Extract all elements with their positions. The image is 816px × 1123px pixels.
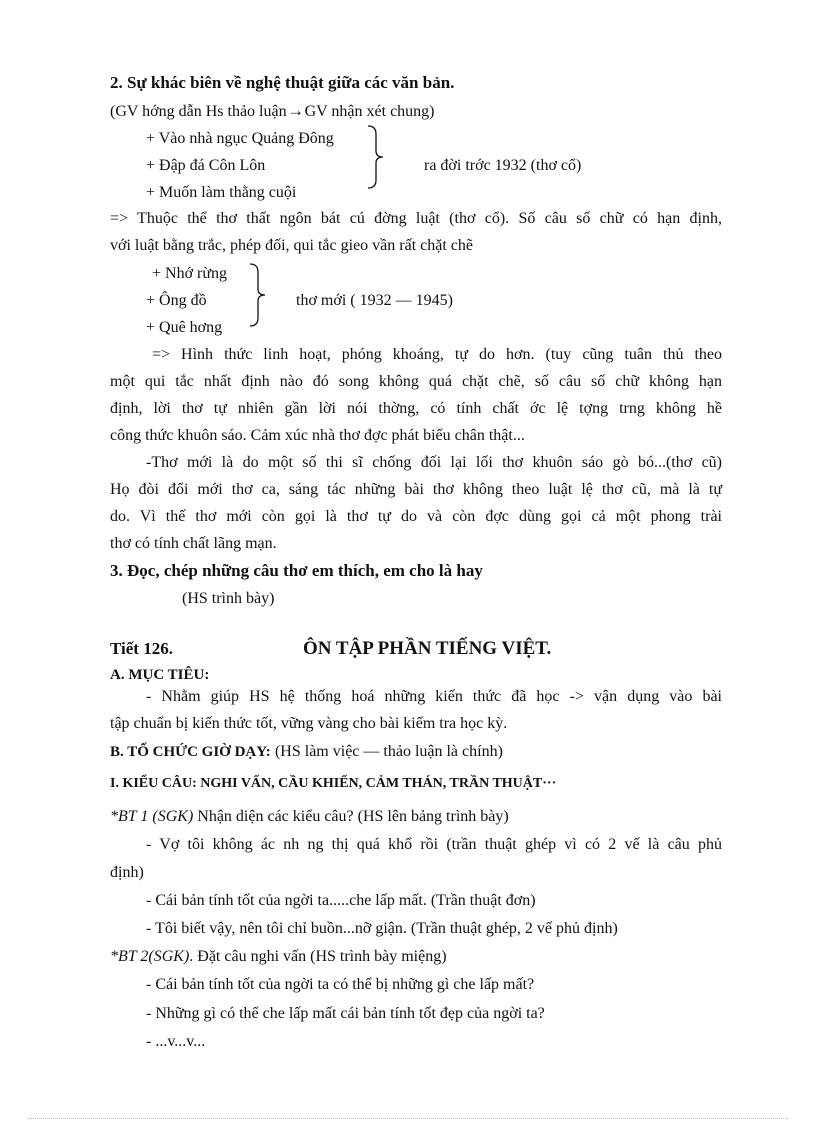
section-3-note: (HS trình bày) [182, 590, 275, 607]
group-2-label: thơ mới ( 1932 — 1945) [296, 292, 453, 309]
exercise-2-text: . Đặt câu nghi vấn (HS trình bày miệng) [189, 948, 447, 965]
list-item: - Cái bản tính tốt của ngời ta có thể bị những gì che lấp mất? [146, 976, 535, 993]
organization-heading: B. TỔ CHỨC GIỜ DẠY: [110, 744, 271, 760]
exercise-1-label: *BT 1 (SGK) [110, 808, 194, 825]
right-brace-icon [246, 262, 268, 328]
sentence-types-heading: I. KIỂU CÂU: NGHI VẤN, CẦU KHIẾN, CẢM THÁN, TRẦN THUẬT··· [110, 776, 557, 791]
exercise-1 [110, 806, 509, 828]
work-item: + Vào nhà ngục Quảng Đông [146, 130, 334, 147]
arrow-right-icon: → [287, 101, 305, 120]
work-item: + Ông đồ [146, 292, 207, 309]
section-3-heading: 3. Đọc, chép những câu thơ em thích, em cho là hay [110, 561, 483, 580]
list-item: - Vợ tôi không ác nh ng thị quá khổ rồi (trần thuật ghép vì có 2 vế là câu phủ [146, 836, 722, 853]
text-line: => Hình thức linh hoạt, phóng khoáng, tự do hơn. (tuy cũng tuân thủ theo [152, 346, 722, 363]
organization-text: (HS làm việc — thảo luận là chính) [274, 743, 503, 760]
right-brace-icon [364, 124, 386, 190]
work-item: + Nhớ rừng [152, 265, 228, 282]
section-2-heading: 2. Sự khác biên về nghệ thuật giữa các văn bản. [110, 73, 455, 92]
teacher-note-part-a: (GV hớng dẫn Hs thảo luận [110, 103, 287, 120]
text-line: do. Vì thế thơ mới còn gọi là thơ tự do và còn đợc dùng gọi cả một phong trài [110, 508, 722, 525]
exercise-2-label: *BT 2(SGK) [110, 948, 190, 965]
teacher-note [110, 100, 435, 123]
work-item: + Quê hơng [146, 319, 223, 336]
text-line: công thức khuôn sáo. Cảm xúc nhà thơ đợc phát biểu chân thật... [110, 427, 525, 444]
text-line: tập chuẩn bị kiến thức tốt, vững vàng cho bài kiểm tra học kỳ. [110, 715, 508, 732]
list-item: định) [110, 864, 144, 881]
exercise-1-text: Nhận diện các kiểu câu? (HS lên bảng trình bày) [197, 808, 509, 825]
page-bottom-border [28, 1118, 788, 1119]
text-line: với luật bằng trắc, phép đối, qui tắc gieo vần rất chặt chẽ [110, 237, 473, 254]
group-1-label: ra đời trớc 1932 (thơ cổ) [424, 157, 582, 174]
work-item: + Đập đá Côn Lôn [146, 157, 266, 174]
exercise-2 [110, 946, 447, 968]
list-item: - ...v...v... [146, 1033, 206, 1050]
text-line: Họ đòi đổi mới thơ ca, sáng tác những bài thơ không theo luật lệ thơ cũ, mà là tự [110, 481, 722, 498]
organization-line [110, 740, 503, 763]
list-item: - Tôi biết vậy, nên tôi chỉ buồn...nỡ giận. (Trần thuật ghép, 2 vế phủ định) [146, 920, 618, 937]
lesson-number: Tiết 126. [110, 639, 173, 658]
text-line: thơ có tính chất lãng mạn. [110, 535, 277, 552]
text-line: -Thơ mới là do một số thi sĩ chống đối lại lối thơ khuôn sáo gò bó...(thơ cũ) [146, 454, 722, 471]
text-line: - Nhằm giúp HS hệ thống hoá những kiến thức đã học -> vận dụng vào bài [146, 688, 722, 705]
list-item: - Những gì có thể che lấp mất cái bản tính tốt đẹp của ngời ta? [146, 1005, 545, 1022]
text-line: định, lời thơ tự nhiên gần lời nói thờng, có tính chất ớc lệ tợng trng không hề [110, 400, 722, 417]
text-line: => Thuộc thể thơ thất ngôn bát cú đờng luật (thơ cổ). Số câu số chữ có hạn định, [110, 210, 722, 227]
text-line: một qui tắc nhất định nào đó song không quá chặt chẽ, số câu số chữ không hạn [110, 373, 722, 390]
lesson-title: ÔN TẬP PHẦN TIẾNG VIỆT. [303, 638, 552, 659]
work-item: + Muốn làm thằng cuội [146, 184, 297, 201]
objectives-heading: A. MỤC TIÊU: [110, 667, 210, 683]
list-item: - Cái bản tính tốt của ngời ta.....che lấp mất. (Trần thuật đơn) [146, 892, 536, 909]
teacher-note-part-b: GV nhận xét chung) [304, 103, 435, 120]
